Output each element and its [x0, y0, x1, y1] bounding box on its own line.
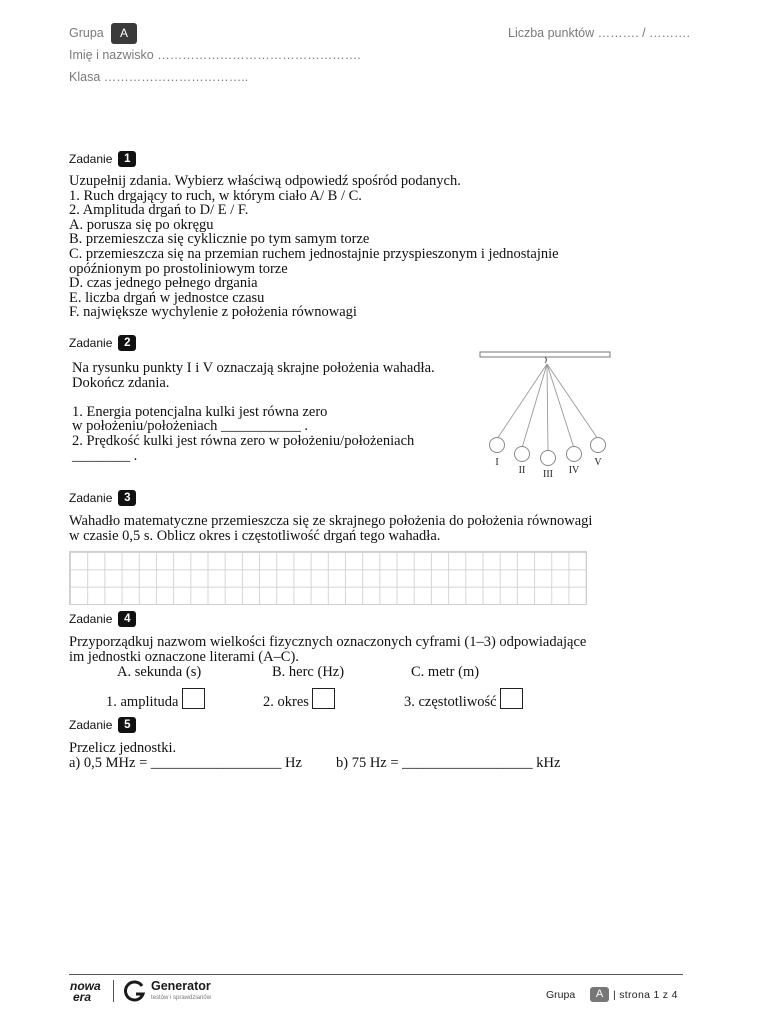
task-2-text	[72, 361, 435, 463]
pendulum-label-2: II	[518, 465, 526, 476]
task-3-line: Wahadło matematyczne przemieszcza się ze skrajnego położenia do położenia równowagi	[69, 513, 593, 529]
task-4-label: Zadanie	[69, 612, 113, 626]
name-field-label: Imię i nazwisko ………………………………………….	[69, 48, 361, 62]
pendulum-label-1: I	[495, 457, 499, 468]
task-1-line: Uzupełnij zdania. Wybierz właściwą odpowiedź spośród podanych.	[69, 173, 461, 189]
task-1-line: 1. Ruch drgający to ruch, w którym ciało A/ B / C.	[69, 187, 362, 204]
task-4-heading	[69, 611, 136, 627]
task-2-line: Na rysunku punkty I i V oznaczają skrajne położenia wahadła.	[72, 360, 435, 376]
points-label: Liczba punktów ………. / ……….	[508, 26, 691, 40]
task-2-heading	[69, 335, 136, 351]
pendulum-hook	[545, 357, 547, 363]
task-1-line: B. przemieszcza się cyklicznie po tym samym torze	[69, 231, 370, 248]
option-a: A. sekunda (s)	[117, 664, 202, 680]
option-b: B. herc (Hz)	[272, 664, 345, 680]
match-item-1	[106, 688, 205, 710]
task-1-line: E. liczba drgań w jednostce czasu	[69, 289, 265, 306]
task-2-line: ________ .	[72, 447, 138, 464]
task-2-spacer	[72, 390, 435, 405]
group-label: Grupa	[69, 26, 104, 40]
task-2-line: 1. Energia potencjalna kulki jest równa zero	[72, 403, 328, 420]
answer-grid[interactable]	[69, 551, 587, 605]
pendulum-bob-1	[490, 438, 505, 453]
generator-logo-icon	[123, 980, 147, 1002]
task-5-line: Przelicz jednostki.	[69, 740, 177, 756]
pendulum-bob-2	[515, 447, 530, 462]
task-1-line: D. czas jednego pełnego drgania	[69, 275, 258, 292]
footer-page-number: | strona 1 z 4	[613, 989, 678, 1001]
task-5-a: a) 0,5 MHz = __________________ Hz	[69, 755, 302, 771]
task-3-number: 3	[118, 490, 136, 506]
brand-line-2: era	[73, 990, 92, 1004]
match-item-2	[263, 688, 335, 710]
task-1-line: A. porusza się po okręgu	[69, 216, 214, 233]
pendulum-strings	[497, 364, 598, 452]
pendulum-diagram	[475, 348, 620, 483]
task-1-line: opóźnionym po prostoliniowym torze	[69, 260, 288, 277]
group-badge	[111, 23, 137, 44]
option-c: C. metr (m)	[411, 664, 480, 680]
task-1-label: Zadanie	[69, 152, 113, 166]
brand-line-1: nowa	[70, 979, 101, 993]
task-3-heading	[69, 490, 136, 506]
match-box-2[interactable]	[312, 688, 335, 709]
task-5-number: 5	[118, 717, 136, 733]
task-3-text	[69, 514, 592, 543]
task-1-line: C. przemieszcza się na przemian ruchem jednostajnie przyspieszonym i jednostajnie	[69, 245, 559, 262]
task-5-b: b) 75 Hz = __________________ kHz	[336, 755, 561, 771]
generator-subtitle: testów i sprawdzianów	[151, 995, 212, 1001]
pendulum-bob-5	[591, 438, 606, 453]
task-4-line: im jednostki oznaczone literami (A–C).	[69, 648, 299, 665]
task-1-number: 1	[118, 151, 136, 167]
match-box-3[interactable]	[500, 688, 523, 709]
task-2-label: Zadanie	[69, 336, 113, 350]
footer-group-label: Grupa	[546, 989, 576, 1001]
task-1-line: 2. Amplituda drgań to D/ E / F.	[69, 202, 249, 219]
match-item-3	[404, 688, 523, 710]
generator-brand	[151, 980, 211, 1004]
pendulum-bob-3	[541, 451, 556, 466]
pendulum-label-3: III	[543, 469, 553, 480]
group-badge-text: A	[111, 23, 137, 44]
task-1-text	[69, 174, 559, 320]
pendulum-support-bar	[480, 352, 610, 357]
task-3-line: w czasie 0,5 s. Oblicz okres i częstotliwość drgań tego wahadła.	[69, 527, 441, 544]
task-1-heading	[69, 151, 136, 167]
task-4-line: Przyporządkuj nazwom wielkości fizycznych oznaczonych cyframi (1–3) odpowiadające	[69, 634, 587, 650]
nowa-era-logo	[70, 981, 106, 1003]
generator-title: Generator	[151, 979, 211, 993]
task-2-line: Dokończ zdania.	[72, 374, 170, 391]
task-1-line: F. największe wychylenie z położenia równowagi	[69, 304, 357, 321]
match-item-3-label: 3. częstotliwość	[404, 694, 497, 710]
task-3-label: Zadanie	[69, 491, 113, 505]
footer-group-badge: A	[590, 987, 609, 1002]
class-field-label: Klasa ……………………………..	[69, 70, 249, 84]
pendulum-bob-4	[567, 447, 582, 462]
match-item-1-label: 1. amplituda	[106, 694, 179, 710]
footer-logo-separator	[113, 980, 114, 1002]
pendulum-label-5: V	[594, 457, 602, 468]
match-item-2-label: 2. okres	[263, 694, 309, 710]
footer-divider	[69, 974, 683, 975]
task-2-number: 2	[118, 335, 136, 351]
task-4-text	[69, 635, 586, 664]
task-5-label: Zadanie	[69, 718, 113, 732]
task-2-line: 2. Prędkość kulki jest równa zero w położeniu/położeniach	[72, 432, 415, 449]
task-5-heading	[69, 717, 136, 733]
task-4-number: 4	[118, 611, 136, 627]
pendulum-label-4: IV	[568, 465, 580, 476]
task-2-line: w położeniu/położeniach ___________ .	[72, 418, 308, 435]
match-box-1[interactable]	[182, 688, 205, 709]
